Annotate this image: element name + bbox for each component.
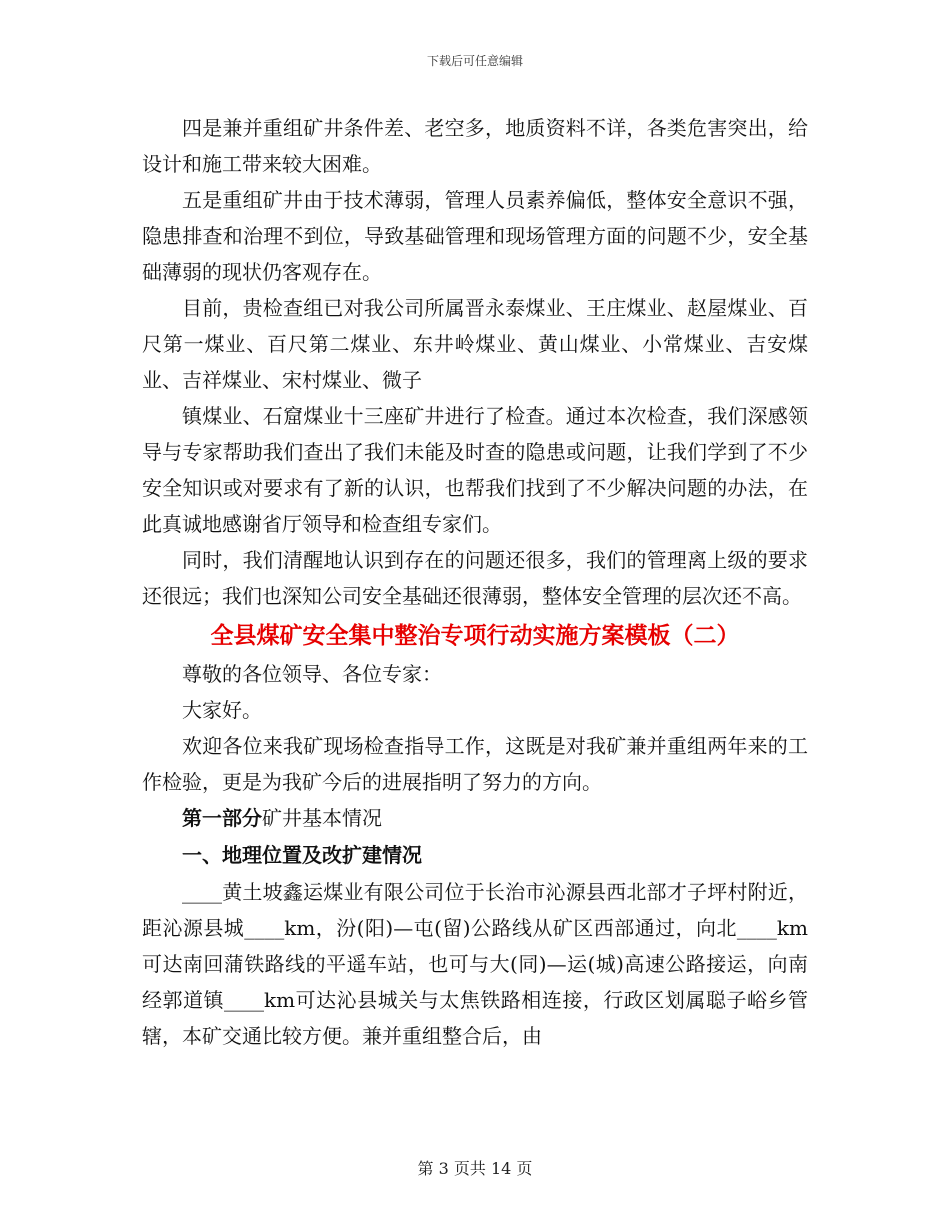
greeting-line: 尊敬的各位领导、各位专家： (182, 662, 442, 686)
paragraph-inspection-thanks: 镇煤业、石窟煤业十三座矿井进行了检查。通过本次检查，我们深感领导与专家帮助我们查出了我们未能及时查的隐患或问题，让我们学到了不少安全知识或对要求有了新的认识，也帮我们找到了不少解决问题的办法，在此真诚地感谢省厅领导和检查组专家们。 (142, 404, 808, 536)
part-one-label: 第一部分 (182, 806, 262, 830)
paragraph-inspection-scope: 目前，贵检查组已对我公司所属晋永泰煤业、王庄煤业、赵屋煤业、百尺第一煤业、百尺第二煤业、东井岭煤业、黄山煤业、小常煤业、吉安煤业、吉祥煤业、宋村煤业、微子 (142, 296, 808, 392)
part-one-title: 矿井基本情况 (262, 806, 382, 830)
location-paragraph: ____黄土坡鑫运煤业有限公司位于长治市沁源县西北部才子坪村附近，距沁源县城____km，汾(阳)—屯(留)公路线从矿区西部通过，向北____km可达南回蒲铁路线的平遥车站，也可与大(同)—运(城)高速公路接运，向南经郭道镇____km可达沁县城关与太焦铁路相连接，行政区划属聪子峪乡管辖，本矿交通比较方便。兼并重组整合后，由 (142, 880, 808, 1048)
paragraph-condition-four: 四是兼并重组矿井条件差、老空多，地质资料不详，各类危害突出，给设计和施工带来较大困难。 (142, 116, 808, 176)
paragraph-awareness: 同时，我们清醒地认识到存在的问题还很多，我们的管理离上级的要求还很远；我们也深知公司安全基础还很薄弱，整体安全管理的层次还不高。 (142, 548, 808, 608)
part-one-heading (142, 800, 808, 836)
document-body (142, 110, 808, 1054)
welcome-paragraph: 欢迎各位来我矿现场检查指导工作，这既是对我矿兼并重组两年来的工作检验，更是为我矿今后的进展指明了努力的方向。 (142, 734, 808, 794)
page-header: 下载后可任意编辑 (426, 54, 523, 68)
section-title: 全县煤矿安全集中整治专项行动实施方案模板（二） (210, 623, 740, 649)
paragraph-condition-five: 五是重组矿井由于技术薄弱，管理人员素养偏低，整体安全意识不强，隐患排查和治理不到位，导致基础管理和现场管理方面的问题不少，安全基础薄弱的现状仍客观存在。 (142, 188, 808, 284)
heading-location: 一、地理位置及改扩建情况 (182, 843, 422, 867)
page-footer: 第 3 页共 14 页 (417, 1159, 533, 1178)
hello-line: 大家好。 (182, 698, 262, 722)
